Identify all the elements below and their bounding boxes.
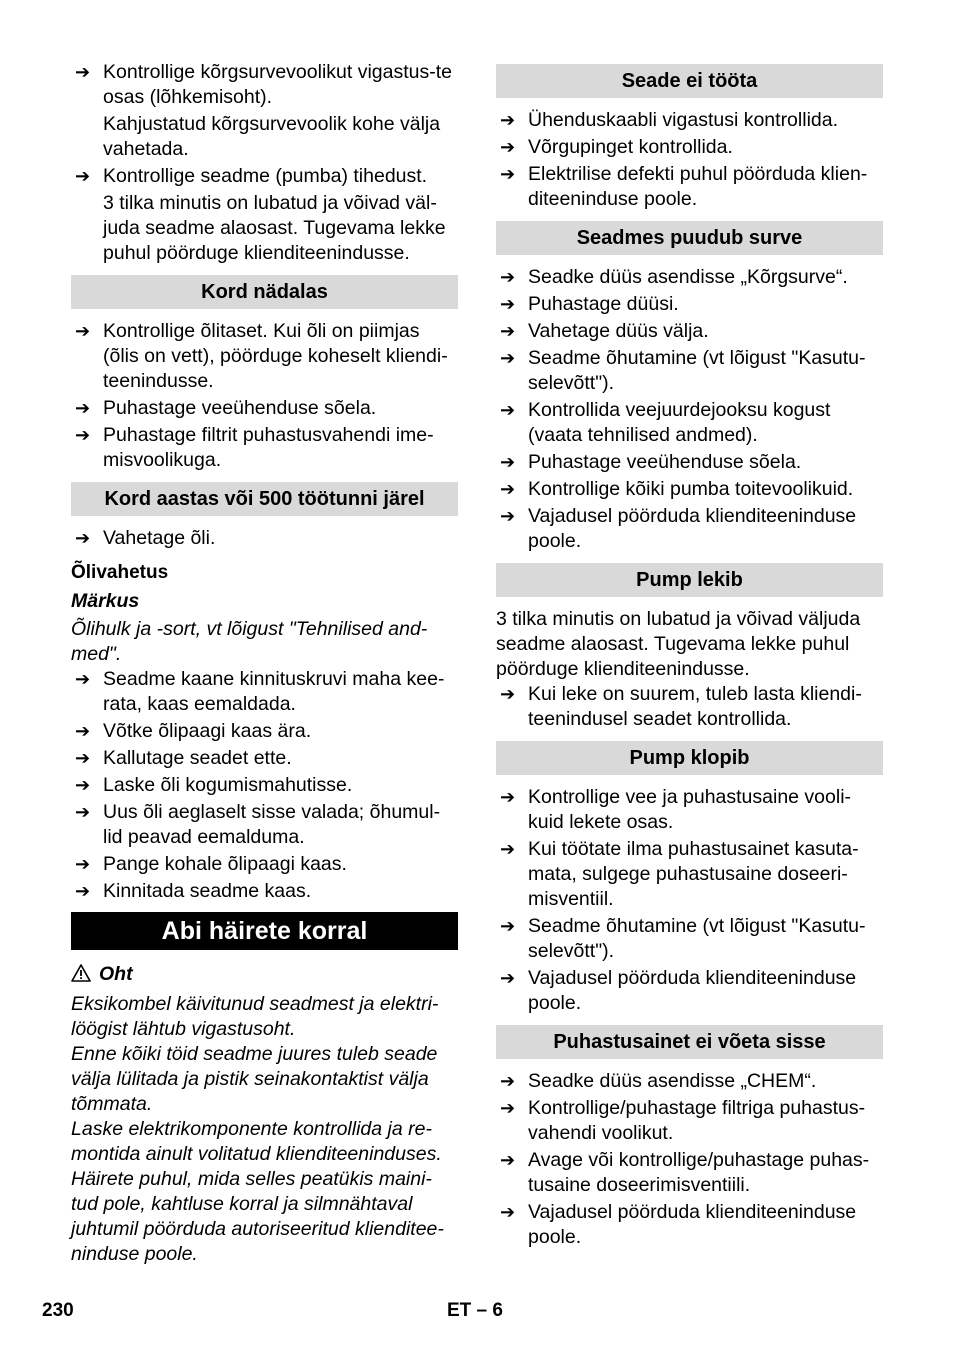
arrow-right-icon: ➔ xyxy=(75,669,91,689)
arrow-right-icon: ➔ xyxy=(500,506,516,526)
arrow-right-icon: ➔ xyxy=(500,452,516,472)
section-heading-yearly: Kord aastas või 500 töötunni järel xyxy=(71,482,458,516)
section-heading-device-not-working: Seade ei tööta xyxy=(496,64,883,98)
arrow-right-icon: ➔ xyxy=(500,110,516,130)
list-item: ➔ Kontrollige/puhastage filtriga puhastus-vahendi voolikut. xyxy=(500,1097,866,1144)
list-item: ➔ Võrgupinget kontrollida. xyxy=(500,136,733,158)
list-item: ➔ Elektrilise defekti puhul pöörduda klien-diteeninduse poole. xyxy=(500,163,868,210)
list-item: ➔ Kontrollida veejuurdejooksu kogust (vaata tehnilised andmed). xyxy=(500,399,831,446)
list-item: ➔ Vahetage õli. xyxy=(75,527,216,549)
arrow-right-icon: ➔ xyxy=(75,398,91,418)
list-item: ➔ Seadke düüs asendisse „Kõrgsurve“. xyxy=(500,266,848,288)
warning-label: Oht xyxy=(71,962,458,989)
arrow-right-icon: ➔ xyxy=(500,1202,516,1222)
arrow-right-icon: ➔ xyxy=(500,400,516,420)
arrow-right-icon: ➔ xyxy=(500,1150,516,1170)
arrow-right-icon: ➔ xyxy=(75,166,91,186)
arrow-right-icon: ➔ xyxy=(500,839,516,859)
arrow-right-icon: ➔ xyxy=(75,854,91,874)
list-item: ➔ Kontrollige kõrgsurvevoolikut vigastus-te osas (lõhkemisoht). xyxy=(75,61,453,108)
arrow-right-icon: ➔ xyxy=(500,321,516,341)
subheading-oil-change: Õlivahetus xyxy=(71,562,169,583)
arrow-right-icon: ➔ xyxy=(75,775,91,795)
list-item: ➔ Puhastage düüsi. xyxy=(500,293,679,315)
arrow-right-icon: ➔ xyxy=(75,748,91,768)
arrow-right-icon: ➔ xyxy=(500,684,516,704)
list-item: ➔ Puhastage veeühenduse sõela. xyxy=(500,451,802,473)
list-item: ➔ Kontrollige õlitaset. Kui õli on piimjas (õlis on vett), pöörduge koheselt kliendi-teenindusse. xyxy=(75,320,448,392)
list-item: ➔ Puhastage veeühenduse sõela. xyxy=(75,397,377,419)
list-item: ➔ Kinnitada seadme kaas. xyxy=(75,880,312,902)
right-column xyxy=(496,56,883,1252)
arrow-right-icon: ➔ xyxy=(75,62,91,82)
list-item: ➔ Pange kohale õlipaagi kaas. xyxy=(75,853,347,875)
arrow-right-icon: ➔ xyxy=(75,721,91,741)
list-item: ➔ Uus õli aeglaselt sisse valada; õhumul-lid peavad eemalduma. xyxy=(75,801,441,848)
list-item: ➔ Laske õli kogumismahutisse. xyxy=(75,774,353,796)
arrow-right-icon: ➔ xyxy=(75,528,91,548)
section-heading-weekly: Kord nädalas xyxy=(71,275,458,309)
list-item: ➔ Seadme kaane kinnituskruvi maha kee-rata, kaas eemaldada. xyxy=(75,668,445,715)
list-item: ➔ Kontrollige seadme (pumba) tihedust. xyxy=(75,165,428,187)
list-item: ➔ Seadme õhutamine (vt lõigust "Kasutu-selevõtt"). xyxy=(500,347,866,394)
warning-paragraph: Enne kõiki töid seadme juures tuleb seade välja lülitada ja pistik seinakontaktist välja tõmmata. xyxy=(71,1043,438,1115)
list-item: ➔ Avage või kontrollige/puhastage puhas-tusaine doseerimisventiili. xyxy=(500,1149,870,1196)
list-item: ➔ Võtke õlipaagi kaas ära. xyxy=(75,720,312,742)
list-item: ➔ Kontrollige kõiki pumba toitevoolikuid. xyxy=(500,478,854,500)
language-page-label: ET – 6 xyxy=(447,1300,503,1321)
arrow-right-icon: ➔ xyxy=(500,164,516,184)
list-item: ➔ Seadke düüs asendisse „CHEM“. xyxy=(500,1070,817,1092)
arrow-right-icon: ➔ xyxy=(500,479,516,499)
arrow-right-icon: ➔ xyxy=(500,787,516,807)
item-note: Kahjustatud kõrgsurvevoolik kohe välja vahetada. xyxy=(103,113,441,160)
section-paragraph: 3 tilka minutis on lubatud ja võivad väljuda seadme alaosast. Tugevama lekke puhul pöörduge klienditeenindusse. xyxy=(496,608,861,680)
arrow-right-icon: ➔ xyxy=(500,968,516,988)
list-item: ➔ Puhastage filtrit puhastusvahendi ime-misvoolikuga. xyxy=(75,424,434,471)
arrow-right-icon: ➔ xyxy=(75,802,91,822)
note-label: Märkus xyxy=(71,590,140,612)
note-text: Õlihulk ja -sort, vt lõigust "Tehnilised and-med". xyxy=(71,618,428,665)
section-heading-no-pressure: Seadmes puudub surve xyxy=(496,221,883,255)
arrow-right-icon: ➔ xyxy=(500,348,516,368)
maintenance-top-list xyxy=(71,60,458,266)
arrow-right-icon: ➔ xyxy=(75,881,91,901)
arrow-right-icon: ➔ xyxy=(500,1098,516,1118)
arrow-right-icon: ➔ xyxy=(75,321,91,341)
section-heading-pump-leaks: Pump lekib xyxy=(496,563,883,597)
warning-paragraph: Eksikombel käivitunud seadmest ja elektri-löögist lähtub vigastusoht. xyxy=(71,993,439,1040)
arrow-right-icon: ➔ xyxy=(500,916,516,936)
list-item: ➔ Vajadusel pöörduda klienditeeninduse poole. xyxy=(500,1201,857,1248)
list-item: ➔ Kontrollige vee ja puhastusaine vooli-kuid lekete osas. xyxy=(500,786,852,833)
item-note: 3 tilka minutis on lubatud ja võivad väl-juda seadme alaosast. Tugevama lekke puhul pöörduge klienditeenindusse. xyxy=(103,192,446,264)
list-item: ➔ Seadme õhutamine (vt lõigust "Kasutu-selevõtt"). xyxy=(500,915,866,962)
warning-paragraph: Laske elektrikomponente kontrollida ja re-montida ainult volitatud klienditeeninduses. xyxy=(71,1118,442,1165)
list-item: ➔ Vajadusel pöörduda klienditeeninduse poole. xyxy=(500,967,857,1014)
list-item: ➔ Vajadusel pöörduda klienditeeninduse poole. xyxy=(500,505,857,552)
left-column xyxy=(71,60,458,1267)
section-heading-pump-knocks: Pump klopib xyxy=(496,741,883,775)
arrow-right-icon: ➔ xyxy=(500,1071,516,1091)
list-item: ➔ Vahetage düüs välja. xyxy=(500,320,709,342)
arrow-right-icon: ➔ xyxy=(500,294,516,314)
list-item: ➔ Kui töötate ilma puhastusainet kasuta-mata, sulgege puhastusaine doseeri-misventiil. xyxy=(500,838,859,910)
page-number: 230 xyxy=(42,1300,74,1321)
section-heading-detergent-not-drawn: Puhastusainet ei võeta sisse xyxy=(496,1025,883,1059)
warning-triangle-icon xyxy=(71,964,91,989)
arrow-right-icon: ➔ xyxy=(500,137,516,157)
arrow-right-icon: ➔ xyxy=(500,267,516,287)
list-item: ➔ Kui leke on suurem, tuleb lasta kliendi-teenindusel seadet kontrollida. xyxy=(500,683,862,730)
list-item: ➔ Ühenduskaabli vigastusi kontrollida. xyxy=(500,109,839,131)
list-item: ➔ Kallutage seadet ette. xyxy=(75,747,292,769)
arrow-right-icon: ➔ xyxy=(75,425,91,445)
warning-paragraph: Häirete puhul, mida selles peatükis maini-tud pole, kahtluse korral ja silmnähtaval juhtumil pöörduda autoriseeritud klienditee-ninduse poole. xyxy=(71,1168,444,1265)
chapter-heading-troubleshooting: Abi häirete korral xyxy=(71,912,458,950)
